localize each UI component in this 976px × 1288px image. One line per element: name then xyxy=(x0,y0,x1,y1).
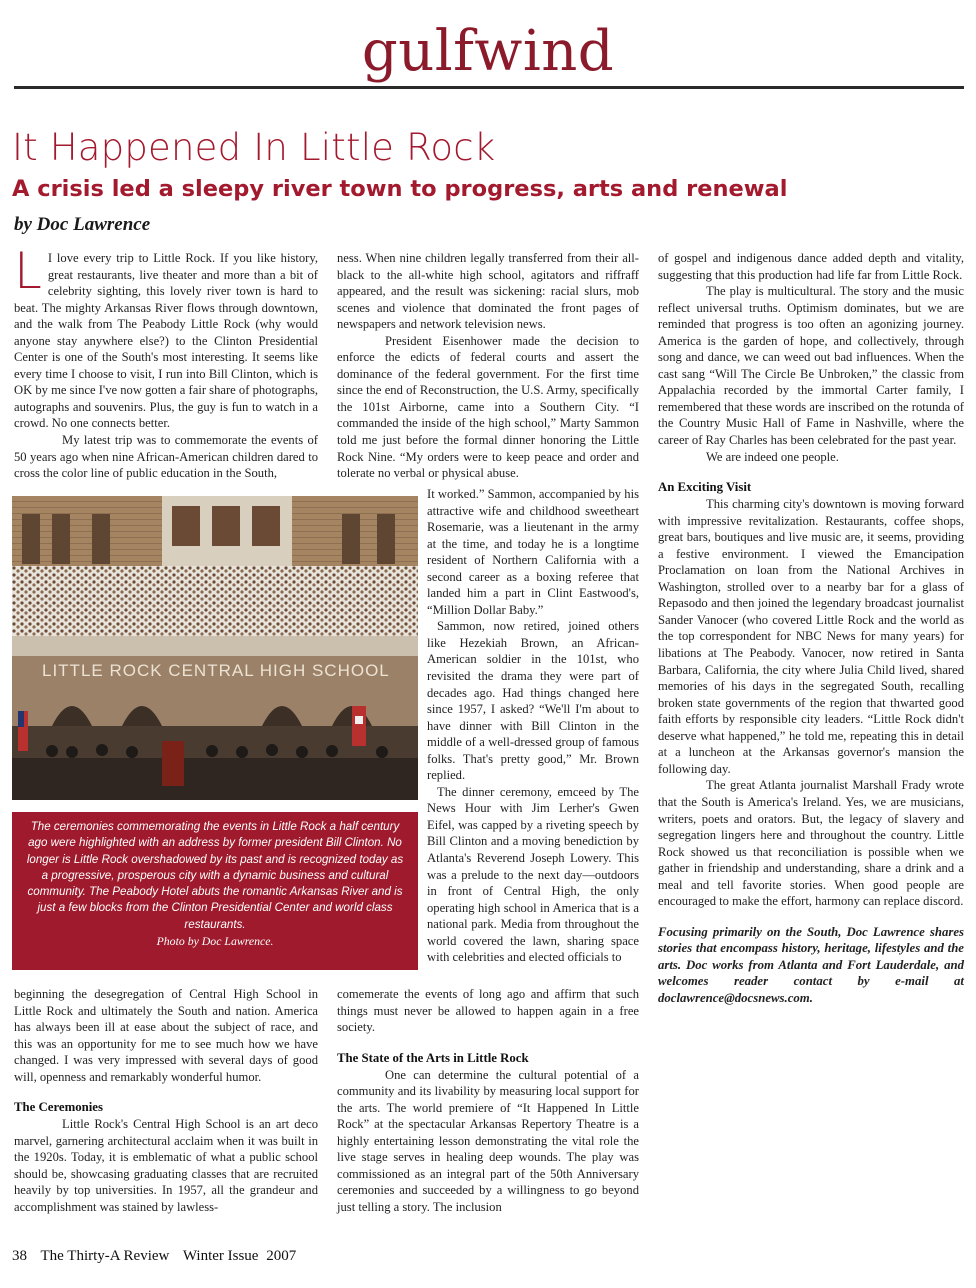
page-footer xyxy=(12,1248,306,1265)
paragraph: The dinner ceremony, emceed by The News Hour with Jim Lerher's Gwen Eifel, was capped by a riveting speech by Bill Clinton and a moving benediction by Atlanta's Reverend Joseph Lowery. This was a prelude to the next day—outdoors in front of Central High, the only operating high school in America that is a national park. Media from throughout the world covered the lawn, sharing space with celebrities and elected officials to xyxy=(427,784,639,965)
paragraph: One can determine the cultural potential of a community and its livability by measuring local support for the arts. The world premiere of “It Happened In Little Rock” at the spectacular Arkansas Repertory Theatre is a highly entertaining lesson demonstrating the vital role the live stage serves in healing deep wounds. The play was commissioned as an integral part of the 50th Anniversary ceremonies and succeeded by a willingness to go beyond just telling a story. The inclusion xyxy=(337,1067,639,1215)
page-number: 38 xyxy=(12,1248,27,1264)
masthead-rule xyxy=(14,86,964,89)
column-2-bottom xyxy=(337,986,639,1216)
column-2-top xyxy=(337,250,639,482)
section-heading: An Exciting Visit xyxy=(658,480,752,495)
byline: by Doc Lawrence xyxy=(14,214,151,235)
paragraph: beginning the desegregation of Central High School in Little Rock and ultimately the South and nation. America has always been ill at ease about the subject of race, and this was an opportunity for me to see much how we have changed. I was very impressed with several days of good will, openness and remarkably wonderful humor. xyxy=(14,987,318,1084)
masthead: gulfwind xyxy=(361,19,615,84)
section-heading: The Ceremonies xyxy=(14,1100,103,1115)
publication-name: The Thirty-A Review xyxy=(40,1248,170,1264)
column-1-bottom xyxy=(14,986,318,1216)
column-2-middle xyxy=(427,486,639,966)
facade-sign: LITTLE ROCK CENTRAL HIGH SCHOOL xyxy=(42,661,390,680)
photo-credit: Photo by Doc Lawrence. xyxy=(156,934,274,949)
ceremony-photo-illustration xyxy=(12,496,418,800)
column-3 xyxy=(658,250,964,1006)
issue-year: 2007 xyxy=(266,1248,297,1264)
drop-cap: L xyxy=(14,242,42,300)
paragraph: This charming city's downtown is moving forward with impressive revitalization. Restaurants, coffee shops, great bars, boutiques and live music are, it seems, providing a festive environment. I viewed the Emancipation Proclamation on loan from the National Archives in Washington, strolled over to a nearby bar for a glass of Repasodo and then joined the legendary broadcast journalist Sander Vanocer (who covered Little Rock and the world as the top correspondent for NBC News for many years) for libations at The Peabody. Vanocer, now retired in Santa Barbara, California, the city where Julia Child lived, shared memories of his days in the segregated South, recalling broken state governments of the region that thwarted good faith efforts by responsible city leaders. “Little Rock didn't deserve what happened,” he told me, repeating this in detail at a luncheon at the Arkansas governor's mansion the following day. xyxy=(658,497,964,776)
column-1-top xyxy=(14,242,318,482)
paragraph: I love every trip to Little Rock. If you like history, great restaurants, live theater and more than a bit of celebrity sighting, this lovely river town is hard to beat. The mighty Arkansas River flows through downtown, and the walk from The Peabody Little Rock (why would anyone stay anywhere else?) to the Clinton Presidential Center is one of the South's most interesting. It seems like every time I choose to visit, I run into Bill Clinton, which is OK by me since I've now gotten a fair share of photographs, autographs and souvenirs. Plus, the guy is fun to watch in a crowd. No one connects better. xyxy=(14,251,318,431)
paragraph: Little Rock's Central High School is an art deco marvel, garnering architectural acclaim when it was built in the 1920s. Today, it is emblematic of what a public school should be, showcasing graduating classes that are recruited heavily by top universities. In 1957, all the grandeur and accomplishment was stained by lawless- xyxy=(14,1117,318,1215)
paragraph: The great Atlanta journalist Marshall Frady wrote that the South is America's Ireland. Yes, we are musicians, writers, poets and orators. But, the legacy of slavery and segregation lingers here and throughout the country. Little Rock showed us that reconciliation is possible when we gather in friendship and understanding, share a drink and a meal and tell favorite stories. When good people are encouraged to make the effort, harmony can replace discord. xyxy=(658,778,964,909)
article-subhead: A crisis led a sleepy river town to progress, arts and renewal xyxy=(12,176,788,202)
paragraph: Sammon, now retired, joined others like Hezekiah Brown, an African-American soldier in the 101st, who revisited the drama they were part of decades ago. Had things changed here since 1957, I asked? “We'll I'm about to have dinner with Bill Clinton in the middle of a well-dressed group of famous folks. That's pretty good,” Mr. Brown replied. xyxy=(427,619,639,783)
ceremony-photo xyxy=(12,496,418,800)
photo-caption xyxy=(12,812,418,970)
article-headline: It Happened In Little Rock xyxy=(12,126,496,169)
paragraph: President Eisenhower made the decision to enforce the edicts of federal courts and assert the dominance of the federal government. For the first time since the end of Reconstruction, the U.S. Army, specifically the 101st Airborne, came into a Southern City. “I commanded the inside of the high school,” Marty Sammon told me just before the formal dinner honoring the Little Rock Nine. “My orders were to keep peace and order and tolerate no verbal or physical abuse. xyxy=(337,333,639,481)
caption-text: The ceremonies commemorating the events in Little Rock a half century ago were highlighted with an address by former president Bill Clinton. No longer is Little Rock overshadowed by its past and is recognized today as a progressive, prosperous city with a dynamic business and cultural community. The Peabody Hotel abuts the romantic Arkansas River and is just a few blocks from the Clinton Presidential Center and world class restaurants. xyxy=(26,820,404,931)
author-bio: Focusing primarily on the South, Doc Lawrence shares stories that encompass history, heritage, lifestyles and the arts. Doc works from Atlanta and Fort Lauderdale, and welcomes reader contact by e-mail at doclawrence@docsnews.com. xyxy=(658,924,964,1005)
issue-name: Winter Issue xyxy=(182,1248,259,1264)
paragraph: of gospel and indigenous dance added depth and vitality, suggesting that this production had life far from Little Rock. xyxy=(658,251,964,282)
section-heading: The State of the Arts in Little Rock xyxy=(337,1050,529,1065)
paragraph: We are indeed one people. xyxy=(706,449,839,464)
paragraph: My latest trip was to commemorate the events of 50 years ago when nine African-American children dared to cross the color line of public education in the South, xyxy=(14,433,318,481)
paragraph: comemerate the events of long ago and affirm that such things must never be allowed to happen again in a free society. xyxy=(337,987,639,1035)
paragraph: It worked.” Sammon, accompanied by his attractive wife and childhood sweetheart Rosemarie, was a lieutenant in the army at the time, and today he is a longtime resident of Northern California with a second career as a boxing referee that landed him a part in Clint Eastwood's, “Million Dollar Baby.” xyxy=(427,487,639,617)
paragraph: The play is multicultural. The story and the music reflect universal truths. Optimism dominates, but we are reminded that progress is too often an agonizing journey. America is the garden of hope, and collectively, through song and dance, we can weed out bad influences. When the cast sang “Will The Circle Be Unbroken,” the classic from Appalachia recorded by the immortal Carter family, I remembered that these words are inscribed on the rotunda of the Country Music Hall of Fame in Nashville, where the career of Ray Charles has been celebrated for the past year. xyxy=(658,284,964,448)
paragraph: ness. When nine children legally transferred from their all-black to the all-white high school, agitators and riffraff appeared, and the result was sickening: racial slurs, mob scenes and violence that dominated the front pages of newspapers and network television news. xyxy=(337,251,639,332)
